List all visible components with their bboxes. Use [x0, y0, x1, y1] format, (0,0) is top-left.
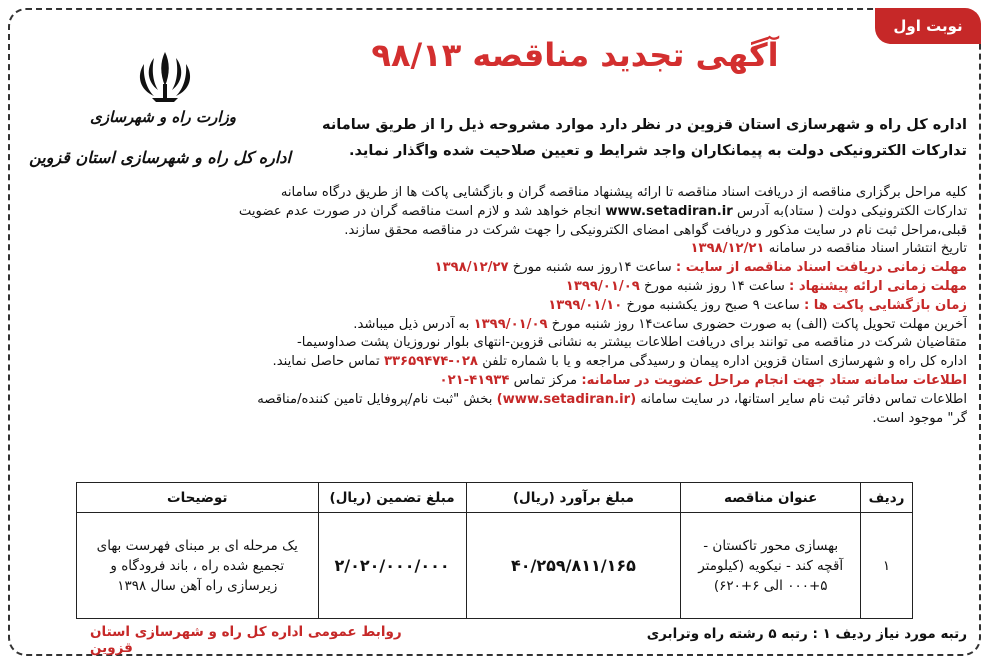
body-line	[27, 222, 967, 241]
envelope-deadline-date: ۱۳۹۹/۰۱/۰۹	[473, 316, 548, 332]
body-line	[27, 391, 967, 410]
setad-url-link-2[interactable]: (www.setadiran.ir)	[496, 391, 637, 407]
cell-description: یک مرحله ای بر مبنای فهرست بهای تجمیع شده راه ، باند فرودگاه و زیرسازی راه آهن سال ۱۳۹۸	[77, 513, 319, 619]
col-header-guarantee: مبلغ تضمین (ریال)	[318, 483, 466, 513]
body-text: بخش "ثبت نام/پروفایل تامین کننده/مناقصه	[257, 391, 493, 407]
body-line	[27, 410, 967, 429]
setad-url-link[interactable]: www.setadiran.ir	[605, 203, 733, 219]
ministry-name: وزارت راه و شهرسازی	[89, 108, 237, 126]
col-header-title: عنوان مناقصه	[681, 483, 861, 513]
cell-tender-title: بهسازی محور تاکستان - آقچه کند - نیکویه (کیلومتر ۵+۰۰۰ الی ۶+۶۲۰)	[681, 513, 861, 619]
body-line	[27, 297, 967, 316]
body-text: تماس حاصل نمایند.	[272, 354, 380, 370]
body-text: مرکز تماس	[513, 372, 578, 388]
public-relations-signature: روابط عمومی اداره کل راه و شهرسازی استان قزوین	[90, 624, 402, 656]
body-text: آخرین مهلت تحویل پاکت (الف) به صورت حضوری ساعت۱۴ روز شنبه مورخ	[551, 316, 967, 332]
intro-paragraph	[287, 112, 967, 164]
body-line	[27, 334, 967, 353]
call-center-phone: ۴۱۹۳۴-۰۲۱	[439, 372, 510, 388]
setad-info-label: اطلاعات سامانه ستاد جهت انجام مراحل عضویت در سامانه:	[581, 372, 967, 388]
notice-body	[27, 184, 967, 428]
body-text: ساعت ۱۴روز سه شنبه مورخ	[512, 260, 672, 276]
body-text: کلیه مراحل برگزاری مناقصه از دریافت اسناد مناقصه تا ارائه پیشنهاد مناقصه گران و بازگشایی پاکت ها از طریق درگاه سامانه	[280, 185, 967, 200]
body-line	[27, 278, 967, 297]
body-line	[27, 372, 967, 391]
body-text: تدارکات الکترونیکی دولت ( ستاد)به آدرس	[737, 203, 967, 219]
body-line	[27, 353, 967, 372]
doc-deadline-label: مهلت زمانی دریافت اسناد مناقصه از سایت :	[675, 260, 967, 276]
table-header-row	[77, 483, 913, 513]
cell-guarantee: ۲/۰۲۰/۰۰۰/۰۰۰	[318, 513, 466, 619]
notice-title: آگهی تجدید مناقصه ۹۸/۱۳	[371, 36, 779, 74]
intro-line-1: اداره کل راه و شهرسازی استان قزوین در نظر دارد موارد مشروحه ذیل را از طریق سامانه	[322, 117, 967, 133]
body-text: ساعت ۱۴ روز شنبه مورخ	[644, 278, 785, 294]
opening-date: ۱۳۹۹/۰۱/۱۰	[548, 297, 623, 313]
body-line	[27, 259, 967, 278]
body-text: گر" موجود است.	[872, 410, 967, 426]
body-line	[27, 316, 967, 335]
doc-deadline-date: ۱۳۹۸/۱۲/۲۷	[434, 260, 509, 276]
cell-row-number: ۱	[861, 513, 913, 619]
iran-emblem-icon	[130, 48, 200, 104]
bid-deadline-label: مهلت زمانی ارائه پیشنهاد :	[789, 278, 967, 294]
opening-time-label: زمان بازگشایی پاکت ها :	[803, 297, 967, 313]
required-rank: رتبه مورد نیاز ردیف ۱ : رتبه ۵ رشته راه وترابری	[646, 626, 967, 642]
tender-table	[76, 482, 913, 619]
body-text: اطلاعات تماس دفاتر ثبت نام سایر استانها، در سایت سامانه	[640, 391, 967, 407]
body-line	[27, 184, 967, 203]
col-header-row: ردیف	[861, 483, 913, 513]
body-text: ساعت ۹ صبح روز یکشنبه مورخ	[626, 297, 800, 313]
body-line	[27, 203, 967, 222]
body-text: اداره کل راه و شهرسازی استان قزوین اداره پیمان و رسیدگی مراجعه و یا با شماره تلفن	[482, 354, 967, 370]
publish-date: ۱۳۹۸/۱۲/۲۱	[690, 241, 765, 257]
table-row	[77, 513, 913, 619]
body-text: متقاضیان شرکت در مناقصه می توانند برای دریافت اطلاعات بیشتر به نشانی قزوین-انتهای بلوار نوروزیان پشت صداوسیما-	[296, 335, 967, 351]
contact-phone: ۰۲۸-۳۳۶۵۹۴۷۴	[383, 354, 478, 370]
bid-deadline-date: ۱۳۹۹/۰۱/۰۹	[565, 278, 640, 294]
cell-estimate: ۴۰/۲۵۹/۸۱۱/۱۶۵	[466, 513, 681, 619]
body-text: تاریخ انتشار اسناد مناقصه در سامانه	[768, 241, 967, 257]
col-header-estimate: مبلغ برآورد (ریال)	[466, 483, 681, 513]
intro-line-2: تدارکات الکترونیکی دولت به پیمانکاران واجد شرایط و تعیین صلاحیت شده واگذار نماید.	[349, 143, 967, 159]
body-text: انجام خواهد شد و لازم است مناقصه گران در صورت عدم عضویت	[238, 203, 602, 219]
province-office-name: اداره کل راه و شهرسازی استان قزوین	[29, 148, 291, 167]
body-text: قبلی،مراحل ثبت نام در سایت مذکور و دریافت گواهی امضای الکترونیکی را جهت شرکت در مناقصه محقق سازند.	[344, 222, 967, 238]
body-text: به آدرس ذیل میباشد.	[353, 316, 470, 332]
col-header-description: توضیحات	[77, 483, 319, 513]
first-run-badge: نوبت اول	[875, 8, 981, 44]
body-line	[27, 240, 967, 259]
